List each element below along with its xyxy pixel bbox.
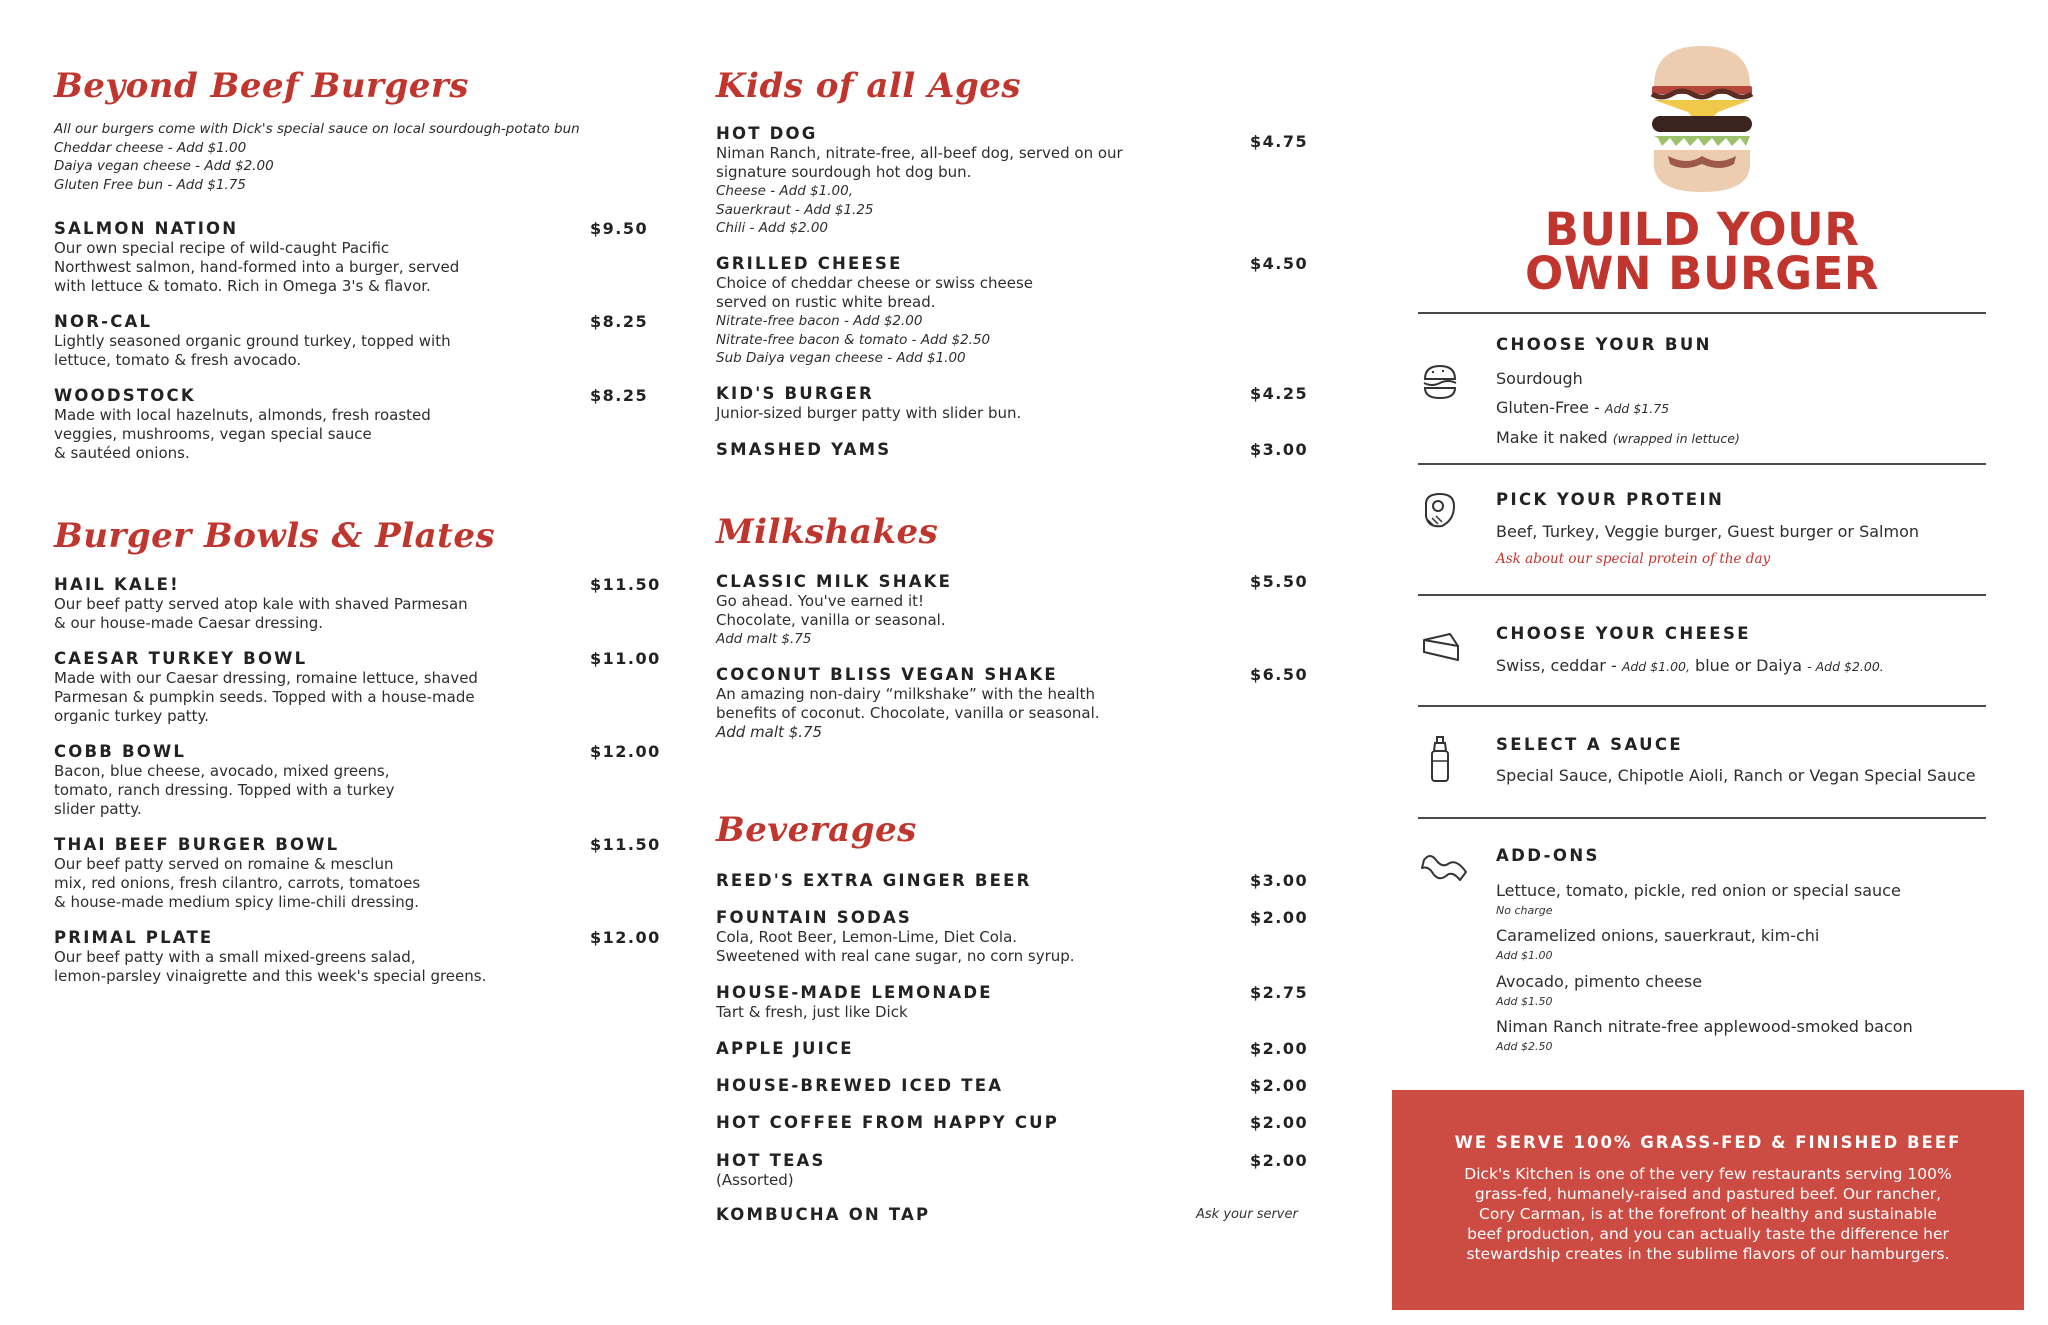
beyond-beef-intro: [54, 120, 580, 194]
section-title-beyond-beef: Beyond Beef Burgers: [54, 66, 469, 106]
menu-item-iced-tea: [716, 1076, 1316, 1096]
cheese-wedge-icon: [1420, 628, 1460, 668]
item-name: KID'S BURGER: [716, 384, 874, 403]
item-option: Sub Daiya vegan cheese - Add $1.00: [716, 350, 966, 366]
step-title: CHOOSE YOUR CHEESE: [1496, 624, 1751, 643]
item-description: [54, 669, 654, 726]
bun-option-naked: [1496, 428, 1740, 447]
body-line: grass-fed, humanely-raised and pastured beef. Our rancher,: [1474, 1185, 1942, 1203]
desc-line: mix, red onions, fresh cilantro, carrots, tomatoes: [54, 874, 421, 892]
item-price: $2.75: [1250, 983, 1309, 1002]
addon-price: Add $1.50: [1496, 995, 1553, 1008]
item-price: $2.00: [1250, 1039, 1309, 1058]
item-price: $4.75: [1250, 132, 1309, 151]
desc-line: organic turkey patty.: [54, 707, 210, 725]
desc-line: Our beef patty with a small mixed-greens salad,: [54, 948, 416, 966]
section-title-beverages: Beverages: [716, 810, 917, 850]
grass-fed-beef-box: [1392, 1090, 2024, 1310]
bun-icon: [1420, 362, 1460, 402]
item-description: [54, 855, 654, 912]
desc-line: Northwest salmon, hand-formed into a burger, served: [54, 258, 460, 276]
item-description: [716, 144, 1316, 182]
item-name: SALMON NATION: [54, 219, 239, 238]
desc-line: Made with our Caesar dressing, romaine lettuce, shaved: [54, 669, 478, 687]
item-price: $2.00: [1250, 908, 1309, 927]
desc-line: An amazing non-dairy “milkshake” with the health: [716, 685, 1095, 703]
menu-item-coconut-bliss-shake: [716, 665, 1316, 742]
desc-line: & sautéed onions.: [54, 444, 190, 462]
item-name: COBB BOWL: [54, 742, 187, 761]
bacon-icon: [1420, 850, 1470, 890]
item-name: FOUNTAIN SODAS: [716, 908, 913, 927]
divider: [1418, 594, 1986, 596]
addon-price: Add $1.00: [1496, 949, 1553, 962]
addon-item: Caramelized onions, sauerkraut, kim-chi: [1496, 926, 1820, 945]
step-title: SELECT A SAUCE: [1496, 735, 1684, 754]
item-name: SMASHED YAMS: [716, 440, 892, 459]
desc-line: Made with local hazelnuts, almonds, fresh roasted: [54, 406, 431, 424]
desc-line: & house-made medium spicy lime-chili dressing.: [54, 893, 420, 911]
sauce-bottle-icon: [1420, 735, 1460, 785]
item-price: $3.00: [1250, 440, 1309, 459]
body-line: stewardship creates in the sublime flavors of our hamburgers.: [1466, 1245, 1950, 1263]
desc-line: & our house-made Caesar dressing.: [54, 614, 324, 632]
item-description: [54, 762, 654, 819]
item-name: REED'S EXTRA GINGER BEER: [716, 871, 1032, 890]
desc-line: Our beef patty served atop kale with shaved Parmesan: [54, 595, 468, 613]
desc-line: Junior-sized burger patty with slider bun.: [716, 404, 1022, 422]
title-line: OWN BURGER: [1524, 247, 1880, 300]
beef-box-body: [1432, 1164, 1984, 1264]
desc-line: with lettuce & tomato. Rich in Omega 3's & flavor.: [54, 277, 431, 295]
item-name: NOR-CAL: [54, 312, 153, 331]
item-option: Chili - Add $2.00: [716, 220, 829, 236]
menu-item-woodstock: [54, 386, 654, 463]
item-option: Sauerkraut - Add $1.25: [716, 201, 874, 218]
menu-item-salmon-nation: [54, 219, 654, 296]
menu-item-thai-beef-bowl: [54, 835, 661, 912]
menu-item-kids-burger: [716, 384, 1316, 423]
burger-illustration-icon: [1648, 42, 1756, 194]
build-your-own-title: [1378, 203, 2026, 300]
intro-line: Gluten Free bun - Add $1.75: [54, 176, 246, 193]
section-title-kids: Kids of all Ages: [716, 66, 1021, 106]
item-option: Add malt $.75: [716, 723, 823, 741]
menu-item-fountain-sodas: [716, 908, 1316, 966]
addon-item: Lettuce, tomato, pickle, red onion or special sauce: [1496, 881, 1901, 900]
desc-line: Niman Ranch, nitrate-free, all-beef dog, served on our: [716, 144, 1123, 162]
item-price: $11.00: [590, 649, 661, 668]
desc-line: Tart & fresh, just like Dick: [716, 1003, 908, 1021]
item-description: [716, 404, 1316, 423]
item-option: Nitrate-free bacon & tomato - Add $2.50: [716, 331, 991, 348]
menu-item-hot-dog: [716, 124, 1316, 238]
item-description: [54, 239, 654, 296]
item-name: PRIMAL PLATE: [54, 928, 214, 947]
item-description: [716, 1171, 1316, 1190]
item-price: $12.00: [590, 928, 661, 947]
item-name: HOUSE-MADE LEMONADE: [716, 983, 993, 1002]
item-description: [54, 332, 654, 370]
item-name: COCONUT BLISS VEGAN SHAKE: [716, 665, 1058, 684]
body-line: Dick's Kitchen is one of the very few restaurants serving 100%: [1464, 1165, 1952, 1183]
divider: [1418, 463, 1986, 465]
item-description: [716, 592, 1316, 630]
step-title: ADD-ONS: [1496, 846, 1600, 865]
desc-line: veggies, mushrooms, vegan special sauce: [54, 425, 372, 443]
menu-item-apple-juice: [716, 1039, 1316, 1059]
desc-line: (Assorted): [716, 1171, 794, 1189]
desc-line: lettuce, tomato & fresh avocado.: [54, 351, 302, 369]
desc-line: tomato, ranch dressing. Topped with a turkey: [54, 781, 395, 799]
bun-option-sourdough: Sourdough: [1496, 369, 1583, 388]
item-option: Nitrate-free bacon - Add $2.00: [716, 313, 923, 329]
item-description: [716, 274, 1316, 312]
item-price: $8.25: [590, 312, 649, 331]
item-description: [54, 948, 654, 986]
option-price: Add $1.00,: [1621, 659, 1690, 674]
item-description: [716, 1003, 1316, 1022]
item-name: HOT COFFEE FROM HAPPY CUP: [716, 1113, 1060, 1132]
item-price: $9.50: [590, 219, 649, 238]
protein-special-note: Ask about our special protein of the day: [1496, 551, 1771, 567]
item-price: $2.00: [1250, 1151, 1309, 1170]
desc-line: served on rustic white bread.: [716, 293, 936, 311]
beef-box-title: WE SERVE 100% GRASS-FED & FINISHED BEEF: [1454, 1133, 1962, 1152]
menu-item-hot-teas: [716, 1151, 1316, 1190]
menu-item-primal-plate: [54, 928, 661, 986]
item-name: GRILLED CHEESE: [716, 254, 903, 273]
item-name: APPLE JUICE: [716, 1039, 854, 1058]
menu-item-grilled-cheese: [716, 254, 1316, 368]
item-name: CAESAR TURKEY BOWL: [54, 649, 308, 668]
desc-line: Chocolate, vanilla or seasonal.: [716, 611, 946, 629]
protein-options: Beef, Turkey, Veggie burger, Guest burger or Salmon: [1496, 522, 1919, 541]
menu-item-caesar-turkey-bowl: [54, 649, 661, 726]
intro-line: All our burgers come with Dick's special sauce on local sourdough-potato bun: [54, 121, 580, 137]
title-line: BUILD YOUR: [1544, 203, 1860, 256]
step-title: CHOOSE YOUR BUN: [1496, 335, 1712, 354]
menu-item-hot-coffee: [716, 1113, 1316, 1133]
desc-line: lemon-parsley vinaigrette and this week's special greens.: [54, 967, 487, 985]
option-text: Make it naked: [1496, 428, 1613, 447]
section-title-burger-bowls: Burger Bowls & Plates: [54, 516, 496, 556]
desc-line: Sweetened with real cane sugar, no corn syrup.: [716, 947, 1075, 965]
item-name: WOODSTOCK: [54, 386, 196, 405]
desc-line: slider patty.: [54, 800, 142, 818]
menu-item-nor-cal: [54, 312, 654, 370]
desc-line: Our own special recipe of wild-caught Pacific: [54, 239, 390, 257]
cheese-options: [1496, 656, 1884, 675]
steak-icon: [1420, 490, 1460, 530]
menu-item-hail-kale: [54, 575, 661, 633]
intro-line: Daiya vegan cheese - Add $2.00: [54, 158, 274, 174]
item-description: [54, 406, 654, 463]
menu-item-classic-milk-shake: [716, 572, 1316, 649]
item-price: $4.50: [1250, 254, 1309, 273]
menu-item-lemonade: [716, 983, 1316, 1022]
desc-line: Go ahead. You've earned it!: [716, 592, 925, 610]
desc-line: Choice of cheddar cheese or swiss cheese: [716, 274, 1033, 292]
item-price: $11.50: [590, 575, 661, 594]
item-name: THAI BEEF BURGER BOWL: [54, 835, 340, 854]
item-price: $5.50: [1250, 572, 1309, 591]
item-price: $2.00: [1250, 1113, 1309, 1132]
option-text: Swiss, ceddar -: [1496, 656, 1622, 675]
item-price: $8.25: [590, 386, 649, 405]
desc-line: Cola, Root Beer, Lemon-Lime, Diet Cola.: [716, 928, 1018, 946]
desc-line: Our beef patty served on romaine & mesclun: [54, 855, 394, 873]
intro-line: Cheddar cheese - Add $1.00: [54, 139, 247, 156]
option-price: Add $1.75: [1604, 401, 1670, 416]
item-note: Ask your server: [1196, 1207, 1298, 1222]
item-description: [54, 595, 654, 633]
addon-item: Avocado, pimento cheese: [1496, 972, 1703, 991]
body-line: Cory Carman, is at the forefront of healthy and sustainable: [1479, 1205, 1937, 1223]
item-price: $6.50: [1250, 665, 1309, 684]
desc-line: Parmesan & pumpkin seeds. Topped with a house-made: [54, 688, 475, 706]
item-description: [716, 685, 1316, 723]
option-note: (wrapped in lettuce): [1612, 431, 1740, 446]
item-description: [716, 928, 1316, 966]
addon-item: Niman Ranch nitrate-free applewood-smoked bacon: [1496, 1017, 1913, 1036]
desc-line: Lightly seasoned organic ground turkey, topped with: [54, 332, 451, 350]
item-price: $12.00: [590, 742, 661, 761]
item-price: $3.00: [1250, 871, 1309, 890]
section-title-milkshakes: Milkshakes: [716, 512, 939, 552]
item-name: HOUSE-BREWED ICED TEA: [716, 1076, 1004, 1095]
body-line: beef production, and you can actually taste the difference her: [1467, 1225, 1949, 1243]
option-price: - Add $2.00.: [1807, 659, 1884, 674]
step-title: PICK YOUR PROTEIN: [1496, 490, 1725, 509]
menu-item-smashed-yams: [716, 440, 1316, 460]
desc-line: signature sourdough hot dog bun.: [716, 163, 972, 181]
item-price: $4.25: [1250, 384, 1309, 403]
addon-price: Add $2.50: [1496, 1040, 1553, 1053]
item-option: Add malt $.75: [716, 631, 812, 647]
item-name: HOT DOG: [716, 124, 818, 143]
divider: [1418, 817, 1986, 819]
divider: [1418, 312, 1986, 314]
bun-option-gluten-free: [1496, 398, 1669, 417]
divider: [1418, 705, 1986, 707]
item-name: HAIL KALE!: [54, 575, 180, 594]
item-name: CLASSIC MILK SHAKE: [716, 572, 953, 591]
item-price: $2.00: [1250, 1076, 1309, 1095]
item-price: $11.50: [590, 835, 661, 854]
item-option: Cheese - Add $1.00,: [716, 183, 853, 199]
option-text: Gluten-Free -: [1496, 398, 1605, 417]
desc-line: benefits of coconut. Chocolate, vanilla or seasonal.: [716, 704, 1100, 722]
item-name: HOT TEAS: [716, 1151, 826, 1170]
desc-line: Bacon, blue cheese, avocado, mixed greens,: [54, 762, 390, 780]
menu-item-kombucha: [716, 1205, 1316, 1225]
sauce-options: Special Sauce, Chipotle Aioli, Ranch or Vegan Special Sauce: [1496, 766, 1976, 785]
addon-price: No charge: [1496, 904, 1553, 917]
menu-item-ginger-beer: [716, 871, 1316, 891]
option-text: blue or Daiya: [1689, 656, 1808, 675]
menu-item-cobb-bowl: [54, 742, 661, 819]
item-name: KOMBUCHA ON TAP: [716, 1205, 931, 1224]
